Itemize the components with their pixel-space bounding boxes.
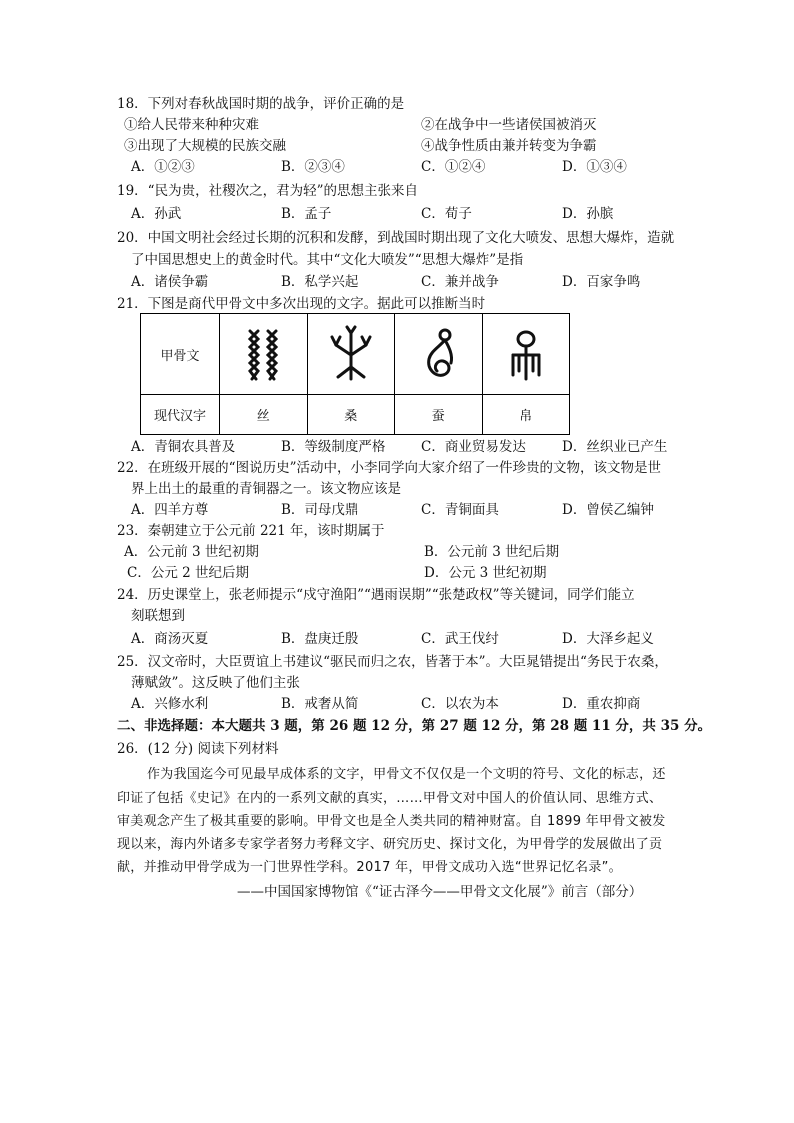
- oracle-silk-glyph: [240, 325, 286, 383]
- q18-statement-4: ④战争性质由兼并转变为争霸: [421, 138, 597, 154]
- q24-option-c: C．武王伐纣: [421, 631, 499, 647]
- q18-stem: 18．下列对春秋战国时期的战争，评价正确的是: [117, 96, 405, 112]
- q23-option-a: A．公元前 3 世纪初期: [124, 544, 259, 560]
- q18-option-d: D．①③④: [562, 159, 627, 175]
- q22-option-b: B．司母戊鼎: [281, 502, 359, 518]
- oracle-mulberry-glyph: [328, 325, 374, 383]
- q23-option-c: C．公元 2 世纪后期: [127, 565, 250, 581]
- q20-stem-line1: 20．中国文明社会经过长期的沉积和发酵，到战国时期出现了文化大喷发、思想大爆炸，造就: [117, 230, 675, 246]
- q25-option-b: B．戒奢从简: [281, 696, 359, 712]
- q22-stem-line1: 22．在班级开展的“图说历史”活动中，小李同学向大家介绍了一件珍贵的文物，该文物是世: [117, 460, 661, 476]
- q24-stem-line2: 刻联想到: [131, 608, 185, 624]
- oracle-silk-cloth-glyph: [503, 325, 549, 383]
- q26-material-line1: 作为我国迄今可见最早成体系的文字，甲骨文不仅仅是一个文明的符号、文化的标志，还: [147, 767, 666, 782]
- oracle-glyph-row: [141, 314, 570, 395]
- modern-char-sang: 桑: [307, 395, 395, 435]
- oracle-silkworm-glyph: [415, 325, 461, 383]
- q21-option-c: C．商业贸易发达: [421, 439, 526, 455]
- q22-option-c: C．青铜面具: [421, 502, 499, 518]
- q25-stem-line1: 25．汉文帝时，大臣贾谊上书建议“驱民而归之农，皆著于本”。大臣晁错提出“务民于农桑，: [117, 654, 668, 670]
- q19-option-c: C．荀子: [421, 206, 472, 222]
- oracle-glyph-bo: [482, 314, 570, 395]
- q19-option-b: B．孟子: [281, 206, 332, 222]
- q24-option-a: A．商汤灭夏: [131, 631, 209, 647]
- q18-option-a: A．①②③: [131, 159, 195, 175]
- q22-option-a: A．四羊方尊: [131, 502, 209, 518]
- q26-material-line5: 献，并推动甲骨学成为一门世界性学科。2017 年，甲骨文成功入选“世界记忆名录”。: [117, 860, 622, 875]
- q24-option-d: D．大泽乡起义: [562, 631, 654, 647]
- q21-stem: 21．下图是商代甲骨文中多次出现的文字。据此可以推断当时: [117, 296, 486, 312]
- q18-option-c: C．①②④: [421, 159, 486, 175]
- q24-option-b: B．盘庚迁殷: [281, 631, 359, 647]
- q20-option-b: B．私学兴起: [281, 274, 359, 290]
- q26-material-line4: 现以来，海内外诸多专家学者努力考释文字、研究历史、探讨文化，为甲骨学的发展做出了贡: [117, 837, 663, 852]
- row-label-modern: 现代汉字: [141, 395, 220, 435]
- modern-char-bo: 帛: [482, 395, 570, 435]
- oracle-bone-table: [140, 313, 570, 435]
- q19-option-d: D．孙膑: [562, 206, 614, 222]
- q25-option-d: D．重农抑商: [562, 696, 641, 712]
- q25-option-c: C．以农为本: [421, 696, 499, 712]
- modern-char-can: 蚕: [395, 395, 483, 435]
- q26-material-line2: 印证了包括《史记》在内的一系列文献的真实，……甲骨文对中国人的价值认同、思维方式、: [117, 791, 663, 806]
- q18-statement-3: ③出现了大规模的民族交融: [124, 138, 286, 154]
- q20-stem-line2: 了中国思想史上的黄金时代。其中“文化大喷发”“思想大爆炸”是指: [131, 252, 524, 268]
- q20-option-c: C．兼并战争: [421, 274, 499, 290]
- section-2-heading: 二、非选择题：本大题共 3 题，第 26 题 12 分，第 27 题 12 分，第 28 题 11 分，共 35 分。: [117, 718, 712, 734]
- q23-stem: 23．秦朝建立于公元前 221 年，该时期属于: [117, 523, 385, 539]
- q21-option-d: D．丝织业已产生: [562, 439, 668, 455]
- modern-char-si: 丝: [220, 395, 308, 435]
- q25-option-a: A．兴修水利: [131, 696, 209, 712]
- q25-stem-line2: 薄赋敛”。这反映了他们主张: [131, 675, 300, 691]
- q26-stem: 26．(12 分) 阅读下列材料: [117, 741, 279, 757]
- q23-option-d: D．公元 3 世纪初期: [424, 565, 547, 581]
- q22-stem-line2: 界上出土的最重的青铜器之一。该文物应该是: [131, 481, 401, 497]
- q19-option-a: A．孙武: [131, 206, 182, 222]
- q24-stem-line1: 24．历史课堂上，张老师提示“戍守渔阳”“遇雨误期”“张楚政权”等关键词，同学们能立: [117, 587, 635, 603]
- q26-source: ——中国国家博物馆《“证古泽今——甲骨文文化展”》前言（部分）: [237, 884, 643, 900]
- oracle-glyph-si: [220, 314, 308, 395]
- q18-option-b: B．②③④: [281, 159, 345, 175]
- q19-stem: 19．“民为贵，社稷次之，君为轻”的思想主张来自: [117, 183, 418, 199]
- q26-material-line3: 审美观念产生了极其重要的影响。甲骨文也是全人类共同的精神财富。自 1899 年甲骨文被发: [117, 814, 666, 829]
- q20-option-d: D．百家争鸣: [562, 274, 641, 290]
- oracle-glyph-sang: [307, 314, 395, 395]
- modern-char-row: [141, 395, 570, 435]
- q23-option-b: B．公元前 3 世纪后期: [424, 544, 560, 560]
- row-label-oracle: 甲骨文: [141, 314, 220, 395]
- q21-option-a: A．青铜农具普及: [131, 439, 236, 455]
- oracle-glyph-can: [395, 314, 483, 395]
- q21-option-b: B．等级制度严格: [281, 439, 386, 455]
- q20-option-a: A．诸侯争霸: [131, 274, 209, 290]
- q22-option-d: D．曾侯乙编钟: [562, 502, 654, 518]
- q18-statement-1: ①给人民带来种种灾难: [124, 117, 259, 133]
- q18-statement-2: ②在战争中一些诸侯国被消灭: [421, 117, 597, 133]
